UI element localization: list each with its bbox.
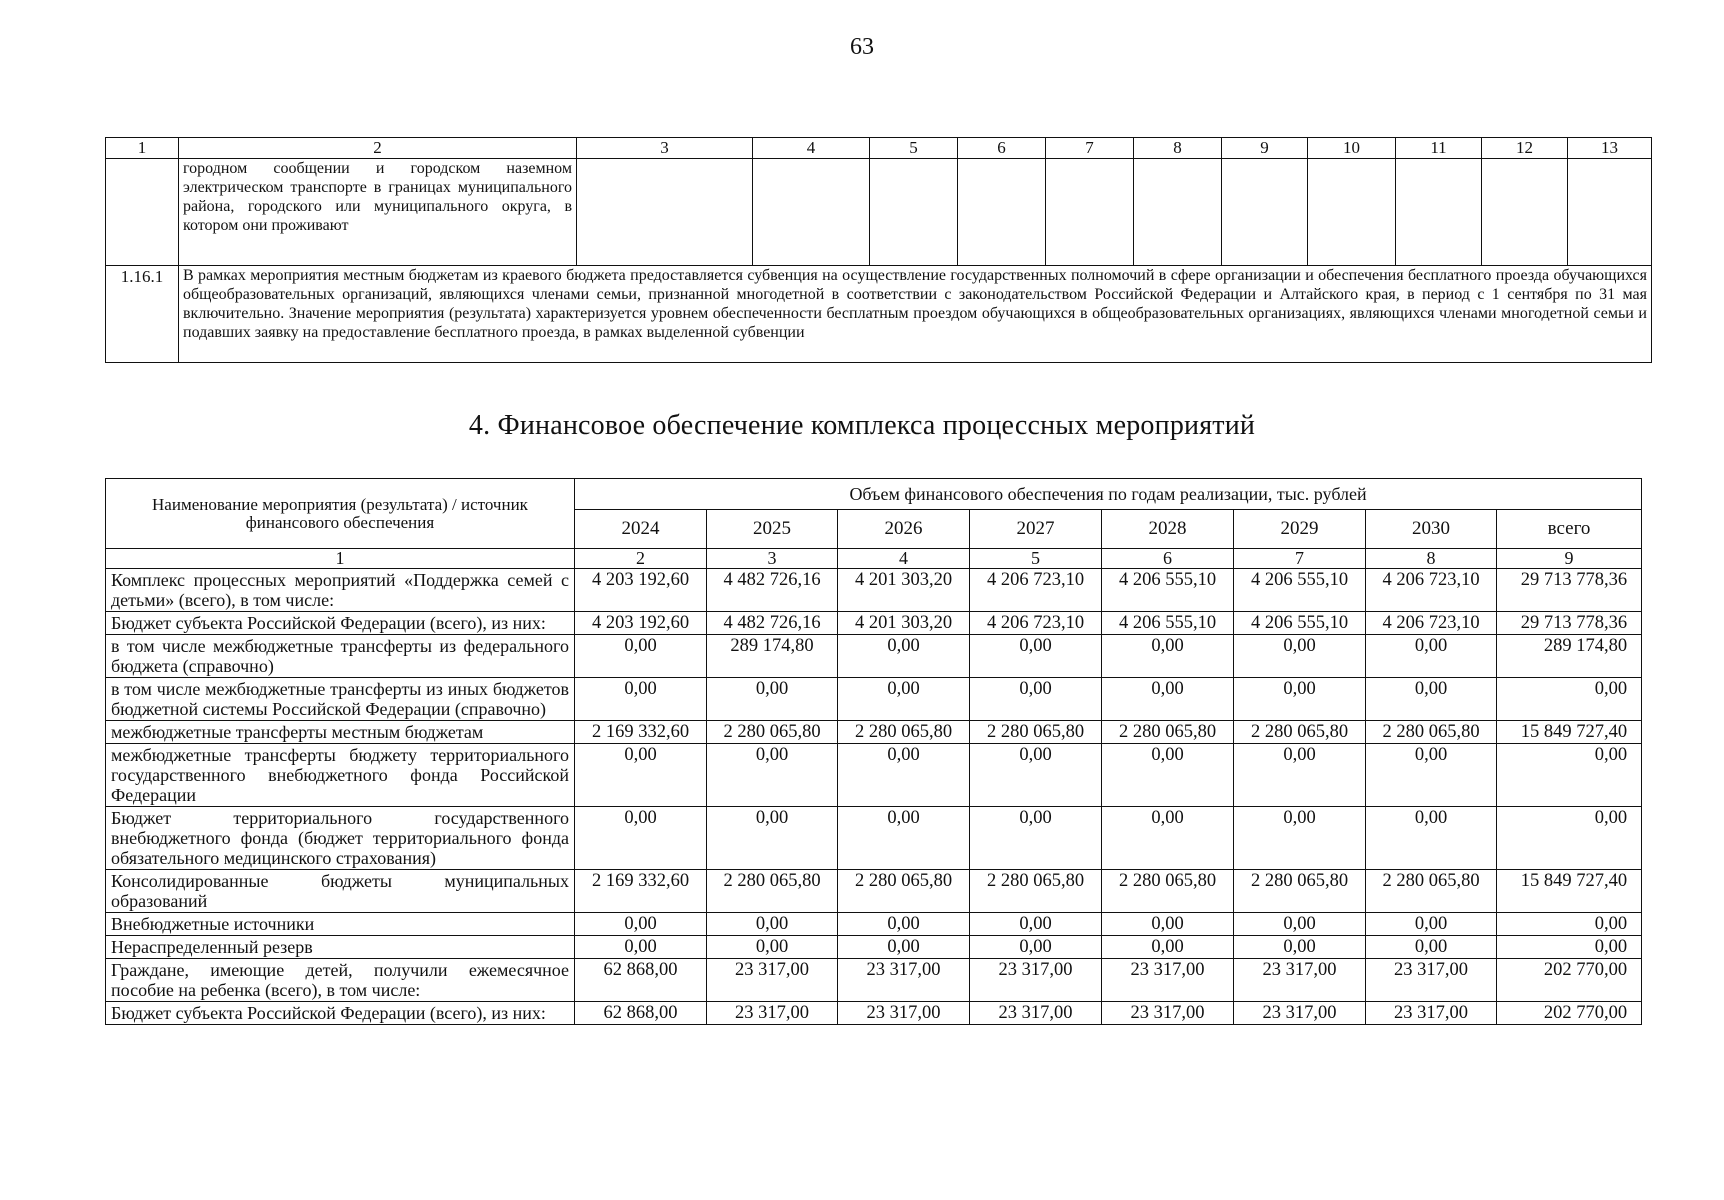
cell-value: 23 317,00 (838, 1002, 970, 1025)
cell-value: 4 206 555,10 (1102, 569, 1234, 612)
cell-value: 4 206 555,10 (1102, 612, 1234, 635)
cell-value: 0,00 (838, 678, 970, 721)
cell-value: 23 317,00 (707, 1002, 838, 1025)
continuation-table (105, 137, 1652, 363)
row-name: Консолидированные бюджеты муниципальных образований (106, 870, 575, 913)
table-row (106, 913, 1642, 936)
cell-value: 2 280 065,80 (1366, 870, 1497, 913)
cell-value: 23 317,00 (1234, 1002, 1366, 1025)
column-number: 10 (1308, 138, 1396, 159)
cell-value: 0,00 (1102, 678, 1234, 721)
cell-value: 0,00 (575, 678, 707, 721)
header-year: 2027 (970, 510, 1102, 549)
cell-value: 0,00 (1234, 807, 1366, 870)
table-row (106, 569, 1642, 612)
table-row (106, 870, 1642, 913)
table-row (106, 635, 1642, 678)
cell-value: 62 868,00 (575, 1002, 707, 1025)
cell-value: 0,00 (1102, 807, 1234, 870)
cell-total: 289 174,80 (1497, 635, 1642, 678)
cell-value: 0,00 (970, 744, 1102, 807)
column-number: 13 (1568, 138, 1652, 159)
cell-value: 0,00 (1234, 635, 1366, 678)
column-number: 4 (753, 138, 870, 159)
row-name: Нераспределенный резерв (106, 936, 575, 959)
column-number: 11 (1396, 138, 1482, 159)
cell-value: 0,00 (1366, 936, 1497, 959)
cell-value: 2 280 065,80 (707, 721, 838, 744)
column-number-row (106, 549, 1642, 569)
cell-value: 0,00 (575, 744, 707, 807)
cell-value: 23 317,00 (1102, 1002, 1234, 1025)
table-row (106, 744, 1642, 807)
row-name: в том числе межбюджетные трансферты из иных бюджетов бюджетной системы Российской Федерации (справочно) (106, 678, 575, 721)
cell-value: 4 206 555,10 (1234, 569, 1366, 612)
column-number: 8 (1366, 549, 1497, 569)
table-row (106, 159, 1652, 266)
cell-value: 0,00 (1366, 913, 1497, 936)
cell-value: 4 201 303,20 (838, 612, 970, 635)
cell-value: 2 280 065,80 (1234, 870, 1366, 913)
row-name: в том числе межбюджетные трансферты из федерального бюджета (справочно) (106, 635, 575, 678)
column-number: 3 (577, 138, 753, 159)
column-number: 6 (958, 138, 1046, 159)
cell-value: 0,00 (838, 635, 970, 678)
continuation-text: городном сообщении и городском наземном электрическом транспорте в границах муниципального района, городского или муниципального округа, в котором они проживают (179, 159, 577, 266)
cell-value: 2 280 065,80 (970, 721, 1102, 744)
cell-value: 0,00 (1366, 807, 1497, 870)
cell-value: 23 317,00 (707, 959, 838, 1002)
column-number: 9 (1222, 138, 1308, 159)
table-row (106, 266, 1652, 363)
cell-value: 23 317,00 (970, 1002, 1102, 1025)
cell-value: 0,00 (970, 913, 1102, 936)
cell-value: 4 206 723,10 (970, 612, 1102, 635)
cell-value: 4 203 192,60 (575, 612, 707, 635)
cell-value: 0,00 (1366, 635, 1497, 678)
cell-value: 4 201 303,20 (838, 569, 970, 612)
cell-value: 0,00 (970, 678, 1102, 721)
cell-value: 23 317,00 (1366, 959, 1497, 1002)
cell-total: 202 770,00 (1497, 1002, 1642, 1025)
cell-value: 0,00 (970, 807, 1102, 870)
page-number: 63 (850, 34, 874, 60)
cell-value: 289 174,80 (707, 635, 838, 678)
row-name: межбюджетные трансферты местным бюджетам (106, 721, 575, 744)
cell-value: 0,00 (1234, 744, 1366, 807)
cell-total: 29 713 778,36 (1497, 569, 1642, 612)
cell-value: 0,00 (1102, 936, 1234, 959)
cell-value: 4 206 723,10 (1366, 612, 1497, 635)
column-number: 1 (106, 549, 575, 569)
column-number: 5 (970, 549, 1102, 569)
cell-value: 4 203 192,60 (575, 569, 707, 612)
cell-value: 0,00 (838, 913, 970, 936)
section-title: 4. Финансовое обеспечение комплекса процессных мероприятий (468, 410, 1256, 441)
cell-value: 0,00 (970, 635, 1102, 678)
cell-value: 2 169 332,60 (575, 870, 707, 913)
cell-total: 0,00 (1497, 936, 1642, 959)
cell-value: 0,00 (707, 744, 838, 807)
header-year: 2030 (1366, 510, 1497, 549)
cell-value: 0,00 (1102, 744, 1234, 807)
cell-value: 0,00 (707, 678, 838, 721)
cell-value: 0,00 (838, 807, 970, 870)
cell-value: 0,00 (1102, 635, 1234, 678)
cell-value: 0,00 (1234, 936, 1366, 959)
cell-value: 23 317,00 (1102, 959, 1234, 1002)
table-row (106, 959, 1642, 1002)
row-name: межбюджетные трансферты бюджету территориального государственного внебюджетного фонда Российской Федерации (106, 744, 575, 807)
column-number: 8 (1134, 138, 1222, 159)
table-row (106, 936, 1642, 959)
row-name: Бюджет территориального государственного внебюджетного фонда (бюджет территориального фонда обязательного медицинского страхования) (106, 807, 575, 870)
row-number: 1.16.1 (106, 266, 179, 363)
header-group: Объем финансового обеспечения по годам реализации, тыс. рублей (575, 479, 1642, 510)
table-row (106, 612, 1642, 635)
cell-value: 23 317,00 (1234, 959, 1366, 1002)
cell-value: 2 280 065,80 (1102, 721, 1234, 744)
cell-total: 15 849 727,40 (1497, 721, 1642, 744)
cell-value: 2 280 065,80 (1234, 721, 1366, 744)
header-row (106, 479, 1642, 510)
cell-value: 0,00 (575, 913, 707, 936)
cell-value: 23 317,00 (970, 959, 1102, 1002)
cell-value: 0,00 (707, 913, 838, 936)
column-number: 3 (707, 549, 838, 569)
cell-total: 202 770,00 (1497, 959, 1642, 1002)
column-number: 5 (870, 138, 958, 159)
cell-value: 0,00 (1234, 678, 1366, 721)
cell-total: 15 849 727,40 (1497, 870, 1642, 913)
cell-value: 0,00 (1102, 913, 1234, 936)
cell-value: 62 868,00 (575, 959, 707, 1002)
finance-table (105, 478, 1642, 1025)
cell-value: 0,00 (1366, 678, 1497, 721)
cell-value: 0,00 (838, 936, 970, 959)
cell-value: 0,00 (575, 807, 707, 870)
cell-total: 0,00 (1497, 744, 1642, 807)
cell-value: 2 280 065,80 (970, 870, 1102, 913)
row-description: В рамках мероприятия местным бюджетам из краевого бюджета предоставляется субвенция на осуществление государственных полномочий в сфере организации и обеспечения бесплатного проезда обучающихся общеобразовательных организаций, являющихся членами семьи, признанной многодетной в соответствии с законодательством Российской Федерации и Алтайского края, в период с 1 сентября по 31 мая включительно. Значение мероприятия (результата) характеризуется уровнем обеспеченности бесплатным проездом обучающихся в общеобразовательных организациях, являющихся членами многодетной семьи и подавших заявку на предоставление бесплатного проезда, в рамках выделенной субвенции (179, 266, 1652, 363)
row-name: Комплекс процессных мероприятий «Поддержка семей с детьми» (всего), в том числе: (106, 569, 575, 612)
cell-value: 4 206 555,10 (1234, 612, 1366, 635)
header-year: 2029 (1234, 510, 1366, 549)
table-row (106, 807, 1642, 870)
row-name: Граждане, имеющие детей, получили ежемесячное пособие на ребенка (всего), в том числе: (106, 959, 575, 1002)
cell-value: 2 280 065,80 (838, 870, 970, 913)
cell-value: 0,00 (1234, 913, 1366, 936)
table-row (106, 678, 1642, 721)
row-name: Бюджет субъекта Российской Федерации (всего), из них: (106, 612, 575, 635)
cell-value: 0,00 (1366, 744, 1497, 807)
cell-value: 2 280 065,80 (838, 721, 970, 744)
table-row (106, 1002, 1642, 1025)
header-year: 2025 (707, 510, 838, 549)
cell-value: 0,00 (707, 936, 838, 959)
cell-value: 0,00 (575, 936, 707, 959)
cell-value: 4 482 726,16 (707, 569, 838, 612)
column-number: 1 (106, 138, 179, 159)
cell-value: 0,00 (838, 744, 970, 807)
cell-total: 0,00 (1497, 807, 1642, 870)
cell-value: 23 317,00 (1366, 1002, 1497, 1025)
cell-value: 4 206 723,10 (1366, 569, 1497, 612)
cell-value: 2 280 065,80 (1102, 870, 1234, 913)
header-year: 2026 (838, 510, 970, 549)
column-number: 2 (575, 549, 707, 569)
header-year: всего (1497, 510, 1642, 549)
cell-value: 2 280 065,80 (707, 870, 838, 913)
cell-value: 2 169 332,60 (575, 721, 707, 744)
cell-value: 2 280 065,80 (1366, 721, 1497, 744)
header-name: Наименование мероприятия (результата) / источник финансового обеспечения (106, 479, 575, 549)
cell-value: 4 482 726,16 (707, 612, 838, 635)
column-number: 7 (1046, 138, 1134, 159)
cell-value: 23 317,00 (838, 959, 970, 1002)
row-name: Внебюджетные источники (106, 913, 575, 936)
column-number: 6 (1102, 549, 1234, 569)
column-number: 2 (179, 138, 577, 159)
header-year: 2028 (1102, 510, 1234, 549)
column-number: 7 (1234, 549, 1366, 569)
cell-value: 0,00 (575, 635, 707, 678)
column-number-row (106, 138, 1652, 159)
table-row (106, 721, 1642, 744)
header-year: 2024 (575, 510, 707, 549)
cell-value: 4 206 723,10 (970, 569, 1102, 612)
cell-value: 0,00 (970, 936, 1102, 959)
cell-value: 0,00 (707, 807, 838, 870)
column-number: 4 (838, 549, 970, 569)
column-number: 12 (1482, 138, 1568, 159)
cell-total: 0,00 (1497, 678, 1642, 721)
finance-table-body (106, 569, 1642, 1025)
cell-total: 0,00 (1497, 913, 1642, 936)
column-number: 9 (1497, 549, 1642, 569)
row-name: Бюджет субъекта Российской Федерации (всего), из них: (106, 1002, 575, 1025)
cell-total: 29 713 778,36 (1497, 612, 1642, 635)
